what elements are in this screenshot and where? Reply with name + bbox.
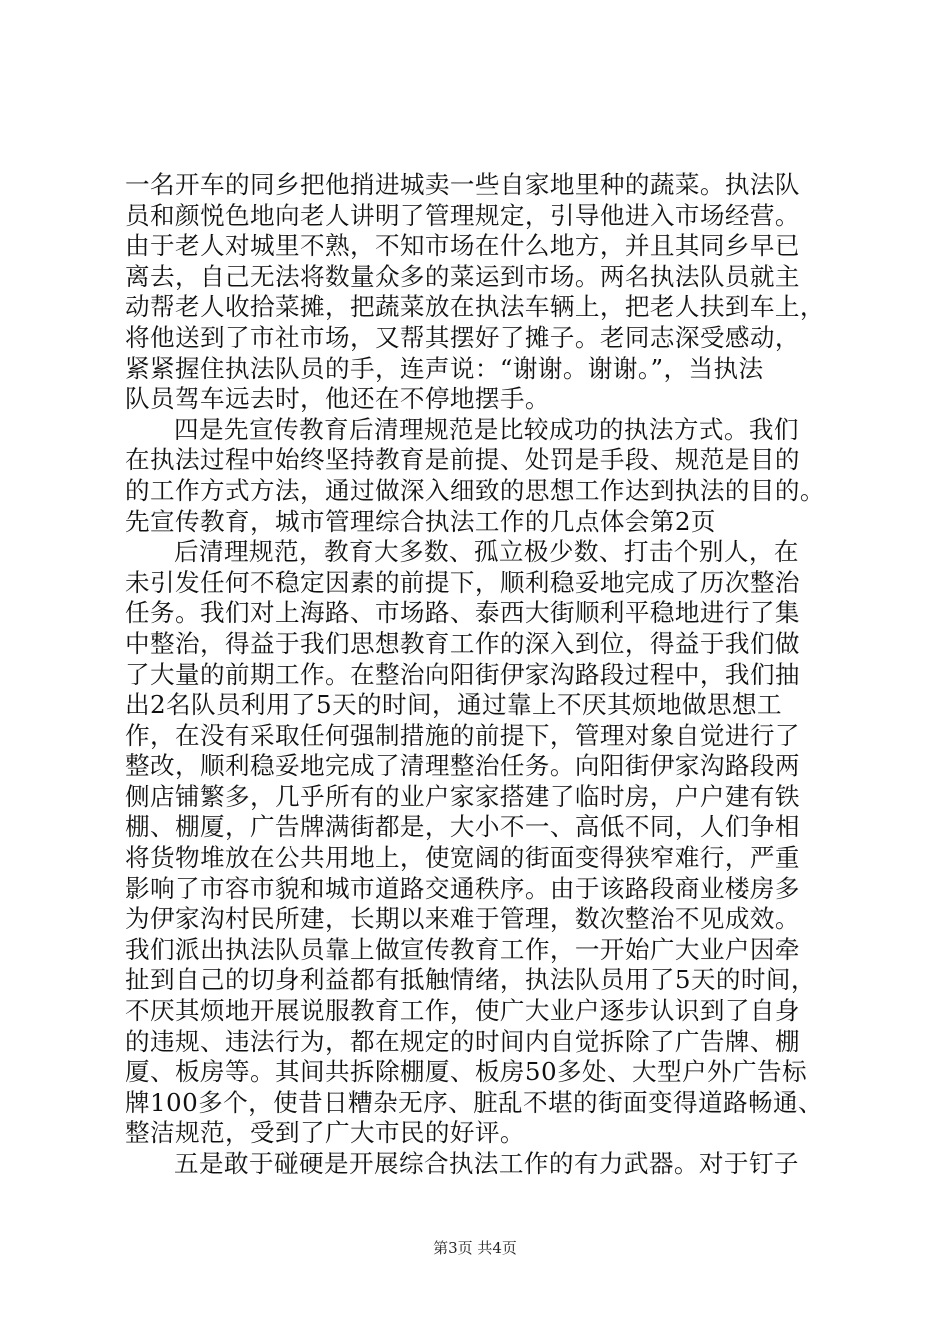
text-line: 中整治，得益于我们思想教育工作的深入到位，得益于我们做	[125, 628, 800, 658]
page-number-footer: 第3页 共4页	[433, 1239, 517, 1257]
text-line: 牌100多个，使昔日糟杂无序、脏乱不堪的街面变得道路畅通、	[125, 1087, 823, 1117]
text-line: 棚、棚厦，广告牌满街都是，大小不一、高低不同，人们争相	[125, 812, 800, 842]
text-line: 的违规、违法行为，都在规定的时间内自觉拆除了广告牌、棚	[125, 1026, 800, 1056]
text-line: 我们派出执法队员靠上做宣传教育工作，一开始广大业户因牵	[125, 934, 800, 964]
text-line: 由于老人对城里不熟，不知市场在什么地方，并且其同乡早已	[125, 231, 800, 261]
text-line: 为伊家沟村民所建，长期以来难于管理，数次整治不见成效。	[125, 904, 800, 934]
text-line: 队员驾车远去时，他还在不停地摆手。	[125, 384, 550, 414]
text-line: 将货物堆放在公共用地上，使宽阔的街面变得狭窄难行，严重	[125, 843, 800, 873]
text-line: 任务。我们对上海路、市场路、泰西大街顺利平稳地进行了集	[125, 598, 800, 628]
text-line: 一名开车的同乡把他捎进城卖一些自家地里种的蔬菜。执法队	[125, 170, 800, 199]
text-line: 离去，自己无法将数量众多的菜运到市场。两名执法队员就主	[125, 261, 800, 291]
text-line: 动帮老人收拾菜摊，把蔬菜放在执法车辆上，把老人扶到车上，	[125, 292, 825, 322]
text-line: 整改，顺利稳妥地完成了清理整治任务。向阳街伊家沟路段两	[125, 751, 800, 781]
text-line: 将他送到了市社市场，又帮其摆好了摊子。老同志深受感动，	[125, 322, 800, 352]
paragraph-start-line: 后清理规范，教育大多数、孤立极少数、打击个别人，在	[174, 537, 799, 567]
text-line: 先宣传教育，城市管理综合执法工作的几点体会第2页	[125, 506, 716, 536]
text-line: 侧店铺繁多，几乎所有的业户家家搭建了临时房，户户建有铁	[125, 781, 800, 811]
text-line: 厦、板房等。其间共拆除棚厦、板房50多处、大型户外广告标	[125, 1057, 807, 1087]
text-line: 的工作方式方法，通过做深入细致的思想工作达到执法的目的。	[125, 475, 825, 505]
paragraph-start-line: 五是敢于碰硬是开展综合执法工作的有力武器。对于钉子	[174, 1149, 799, 1178]
document-body	[125, 170, 830, 1180]
text-line: 未引发任何不稳定因素的前提下，顺利稳妥地完成了历次整治	[125, 567, 800, 597]
text-line: 影响了市容市貌和城市道路交通秩序。由于该路段商业楼房多	[125, 873, 800, 903]
text-line: 不厌其烦地开展说服教育工作，使广大业户逐步认识到了自身	[125, 996, 800, 1026]
text-line: 扯到自己的切身利益都有抵触情绪，执法队员用了5天的时间，	[125, 965, 816, 995]
text-line: 紧紧握住执法队员的手，连声说：“谢谢。谢谢。”，当执法	[125, 353, 764, 383]
paragraph-start-line: 四是先宣传教育后清理规范是比较成功的执法方式。我们	[174, 414, 799, 444]
text-line: 在执法过程中始终坚持教育是前提、处罚是手段、规范是目的	[125, 445, 800, 475]
text-line: 出2名队员利用了5天的时间，通过靠上不厌其烦地做思想工	[125, 690, 782, 720]
text-line: 作，在没有采取任何强制措施的前提下，管理对象自觉进行了	[125, 720, 800, 750]
text-line: 整洁规范，受到了广大市民的好评。	[125, 1118, 525, 1148]
text-line: 了大量的前期工作。在整治向阳街伊家沟路段过程中，我们抽	[125, 659, 800, 689]
text-line: 员和颜悦色地向老人讲明了管理规定，引导他进入市场经营。	[125, 200, 800, 230]
